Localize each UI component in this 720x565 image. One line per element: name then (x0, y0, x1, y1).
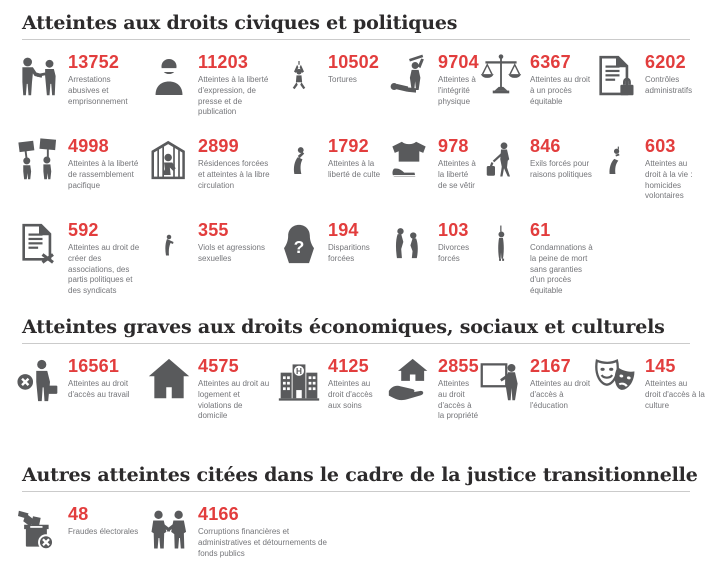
stat-value: 592 (68, 220, 99, 240)
stat-value: 145 (645, 356, 676, 376)
stat-label: Divorces forcés (438, 243, 470, 263)
stat-value: 603 (645, 136, 676, 156)
torture-icon (276, 52, 322, 100)
stat-label: Atteintes à la liberté de se vêtir (438, 159, 476, 190)
stat-label: Atteintes au droit à la vie : homicides volontaires (645, 159, 693, 201)
stats-grid (16, 52, 720, 304)
stat-item (16, 504, 146, 565)
stat-value: 48 (68, 504, 89, 524)
stat-label: Condamnations à la peine de mort sans garanties d'un procès équitable (530, 243, 593, 296)
stat-item (16, 220, 146, 304)
ballot-fraud-icon (16, 504, 62, 556)
section-title: Atteintes aux droits civiques et politiques (22, 12, 458, 34)
stat-label: Viols et agressions sexuelles (198, 243, 265, 263)
stat-item (276, 52, 386, 136)
stat-label: Contrôles administratifs (645, 75, 693, 95)
stat-label: Atteintes au droit d'accès au travail (68, 379, 130, 399)
stat-item (593, 136, 705, 220)
stat-item (478, 136, 593, 220)
stat-item (386, 52, 478, 136)
section-transitional-justice (0, 452, 720, 565)
stats-grid (16, 504, 720, 565)
stat-item (146, 136, 276, 220)
stat-item (146, 356, 276, 452)
stat-item (386, 356, 478, 452)
no-work-icon (16, 356, 62, 406)
stat-label: Atteintes à la liberté d'expression, de presse et de publication (198, 75, 269, 117)
stat-item (593, 356, 705, 452)
stat-item (16, 356, 146, 452)
scales-icon (478, 52, 524, 98)
stat-label: Arrestations abusives et emprisonnement (68, 75, 128, 106)
corruption-handshake-icon (146, 504, 192, 558)
stat-item (478, 220, 593, 304)
stat-item (276, 356, 386, 452)
arrest-icon (16, 52, 62, 100)
bowed-person-icon (146, 220, 192, 268)
house-icon (146, 356, 192, 402)
stat-value: 13752 (68, 52, 120, 72)
clothing-icon (386, 136, 432, 184)
stat-label: Atteintes au droit d'accès aux soins (328, 379, 373, 410)
stat-label: Tortures (328, 75, 357, 84)
protest-icon (16, 136, 62, 184)
rejected-document-icon (16, 220, 62, 268)
stat-label: Atteintes au droit à un procès équitable (530, 75, 591, 106)
hanged-person-icon (478, 220, 524, 268)
stat-item (16, 136, 146, 220)
stats-grid (16, 356, 720, 452)
section-divider (22, 39, 690, 40)
stat-value: 2167 (530, 356, 571, 376)
stat-value: 846 (530, 136, 561, 156)
section-divider (22, 343, 690, 344)
stat-value: 4998 (68, 136, 109, 156)
stat-value: 6202 (645, 52, 686, 72)
section-divider (22, 491, 690, 492)
stat-item (593, 52, 705, 136)
stat-label: Atteintes au droit d'accès à la culture (645, 379, 705, 410)
stat-item (478, 356, 593, 452)
stat-item (276, 220, 386, 304)
stat-label: Corruptions financières et administratives et détournements de fonds publics (198, 527, 327, 558)
culture-masks-icon (593, 356, 639, 398)
stat-label: Atteintes à la liberté de culte (328, 159, 381, 179)
stat-label: Atteintes à l'intégrité physique (438, 75, 476, 106)
education-icon (478, 356, 524, 406)
stat-value: 1792 (328, 136, 369, 156)
stat-value: 6367 (530, 52, 571, 72)
homicide-icon (593, 136, 639, 184)
stat-value: 355 (198, 220, 229, 240)
stat-label: Atteintes au droit d'accès à la propriété (438, 379, 479, 421)
hospital-icon (276, 356, 322, 404)
stat-value: 16561 (68, 356, 120, 376)
stat-label: Exils forcés pour raisons politiques (530, 159, 592, 179)
property-hand-icon (386, 356, 432, 404)
locked-document-icon (593, 52, 639, 100)
stat-label: Atteintes à la liberté de rassemblement pacifique (68, 159, 139, 190)
stat-value: 11203 (198, 52, 249, 72)
beating-icon (386, 52, 432, 100)
stat-value: 2899 (198, 136, 239, 156)
missing-person-icon (276, 220, 322, 268)
stat-item (276, 136, 386, 220)
stat-label: Atteintes au droit d'accès à l'éducation (530, 379, 591, 410)
exile-suitcase-icon (478, 136, 524, 184)
stat-label: Atteintes au droit au logement et violations de domicile (198, 379, 270, 421)
praying-person-icon (276, 136, 322, 184)
stat-value: 4575 (198, 356, 239, 376)
section-title: Atteintes graves aux droits économiques, sociaux et culturels (22, 316, 665, 338)
stat-value: 61 (530, 220, 551, 240)
caged-person-icon (146, 136, 192, 184)
gagged-person-icon (146, 52, 192, 100)
stat-item (16, 52, 146, 136)
stat-value: 103 (438, 220, 469, 240)
stat-item (146, 220, 276, 304)
stat-label: Résidences forcées et atteintes à la libre circulation (198, 159, 270, 190)
stat-value: 4125 (328, 356, 369, 376)
stat-label: Disparitions forcées (328, 243, 370, 263)
section-economic-social-cultural (0, 304, 720, 452)
stat-item (146, 504, 466, 565)
stat-item (146, 52, 276, 136)
section-title: Autres atteintes citées dans le cadre de la justice transitionnelle (22, 464, 698, 486)
svg-text:H: H (296, 367, 302, 377)
stat-label: Fraudes électorales (68, 527, 139, 536)
stat-value: 4166 (198, 504, 239, 524)
stat-item (386, 136, 478, 220)
stat-value: 9704 (438, 52, 479, 72)
svg-text:?: ? (293, 237, 305, 258)
stat-value: 978 (438, 136, 469, 156)
stat-label: Atteintes au droit de créer des associations, des partis politiques et des syndicats (68, 243, 140, 296)
stat-value: 194 (328, 220, 359, 240)
forced-divorce-icon (386, 220, 432, 268)
stat-item (386, 220, 478, 304)
stat-value: 2855 (438, 356, 479, 376)
stat-item (478, 52, 593, 136)
stat-value: 10502 (328, 52, 380, 72)
